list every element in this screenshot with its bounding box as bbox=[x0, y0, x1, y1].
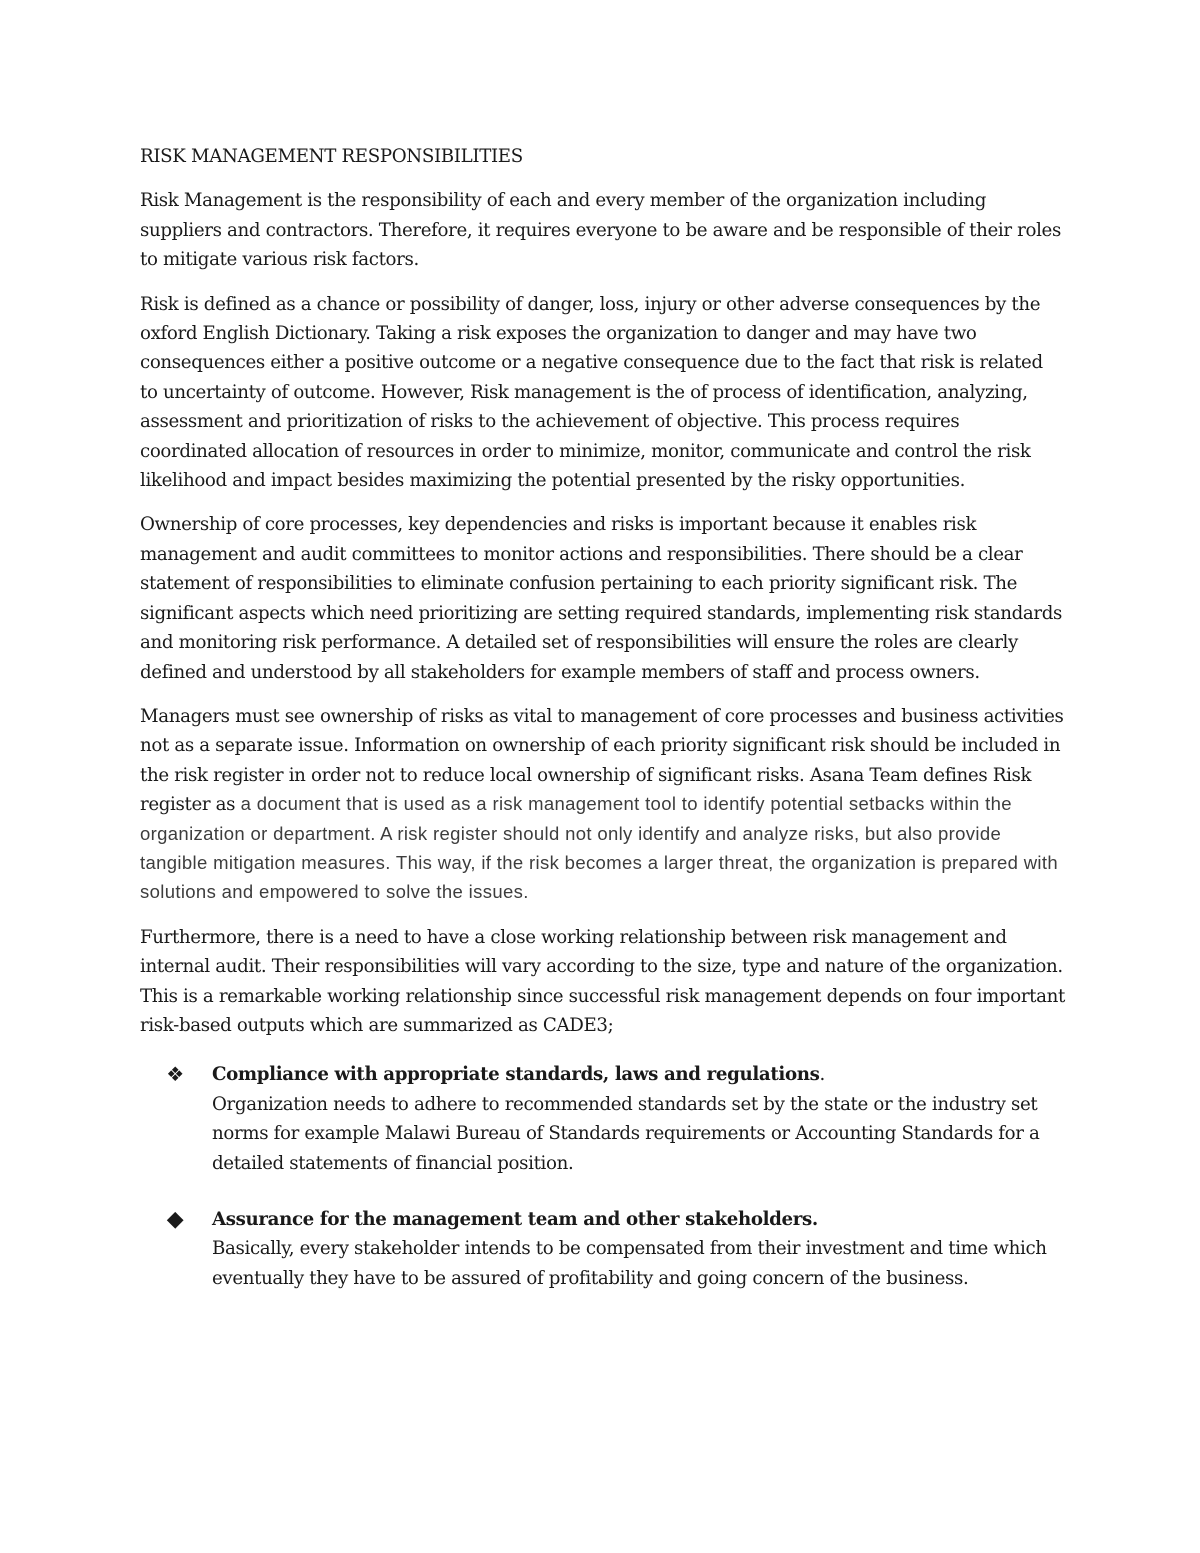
bullet-item-compliance bbox=[140, 1060, 1065, 1178]
paragraph-ownership: Ownership of core processes, key dependencies and risks is important because it enables risk management and audit committees to monitor actions and responsibilities. There should be a clear statement of responsibilities to eliminate confusion pertaining to each priority significant risk. The significant aspects which need prioritizing are setting required standards, implementing risk standards and monitoring risk performance. A detailed set of responsibilities will ensure the roles are clearly defined and understood by all stakeholders for example members of staff and process owners. bbox=[140, 514, 1063, 683]
bullet-body: Organization needs to adhere to recommended standards set by the state or the industry set norms for example Malawi Bureau of Standards requirements or Accounting Standards for a detailed statements of financial position. bbox=[212, 1093, 1040, 1174]
bullet-heading-line bbox=[212, 1060, 1065, 1089]
diamond-icon: ◆ bbox=[166, 1207, 184, 1232]
bullet-body: Basically, every stakeholder intends to be compensated from their investment and time which eventually they have to be assured of profitability and going concern of the business. bbox=[212, 1238, 1047, 1289]
bullet-heading-line bbox=[212, 1205, 1065, 1234]
paragraph-internal-audit: Furthermore, there is a need to have a close working relationship between risk management and internal audit. Their responsibilities will vary according to the size, type and nature of the organization. This is a remarkable working relationship since successful risk management depends on four important risk-based outputs which are summarized as CADE3; bbox=[140, 926, 1065, 1036]
document-title: RISK MANAGEMENT RESPONSIBILITIES bbox=[140, 146, 523, 167]
risk-register-quote: a document that is used as a risk management tool to identify potential setbacks within the organization or department. A risk register should not only identify and analyze risks, but also provide tangible mitigation measures. This way, if the risk becomes a larger threat, the organization is prepared with solutions and empowered to solve the issues. bbox=[140, 793, 1059, 903]
paragraph-responsibility: Risk Management is the responsibility of each and every member of the organization including suppliers and contractors. Therefore, it requires everyone to be aware and be responsible of their roles to mitigate various risk factors. bbox=[140, 190, 1061, 271]
paragraph-risk-definition: Risk is defined as a chance or possibility of danger, loss, injury or other adverse consequences by the oxford English Dictionary. Taking a risk exposes the organization to danger and may have two consequences either a positive outcome or a negative consequence due to the fact that risk is related to uncertainty of outcome. However, Risk management is the of process of identification, analyzing, assessment and prioritization of risks to the achievement of objective. This process requires coordinated allocation of resources in order to minimize, monitor, communicate and control the risk likelihood and impact besides maximizing the potential presented by the risky opportunities. bbox=[140, 293, 1043, 492]
paragraph-risk-register bbox=[140, 702, 1065, 908]
bullet-heading: Compliance with appropriate standards, laws and regulations bbox=[212, 1064, 820, 1086]
bullet-heading-suffix: . bbox=[819, 1064, 825, 1086]
risk-register-intro: Managers must see ownership of risks as vital to management of core processes and business activities not as a separate issue. Information on ownership of each priority significant risk should be included in the risk register in order not to reduce local ownership of significant risks. Asana Team defines Risk register as bbox=[140, 705, 1064, 816]
bullet-item-assurance bbox=[140, 1205, 1065, 1293]
four-diamond-icon: ❖ bbox=[166, 1062, 184, 1087]
bullet-heading: Assurance for the management team and other stakeholders. bbox=[212, 1209, 818, 1230]
document-body bbox=[140, 142, 1065, 1320]
